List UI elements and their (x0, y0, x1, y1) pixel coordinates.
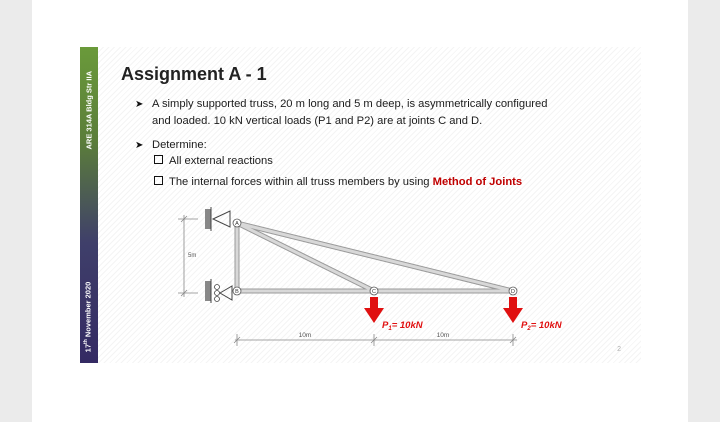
wall-hatch-top (205, 209, 211, 229)
joint-b-label: B (235, 289, 239, 295)
slide-title: Assignment A - 1 (121, 64, 267, 84)
task-2-text: The internal forces within all truss members by using (169, 176, 433, 188)
arrow-bullet-icon: ➤ (135, 140, 144, 151)
truss-members-fill (237, 223, 513, 291)
course-label: ARE 314A Bldg Str IIA (84, 71, 94, 150)
joint-d-label: D (511, 289, 515, 295)
roller-icon (215, 291, 220, 296)
roller-icon (215, 285, 220, 290)
load-label-p1: $P_1= 10kN$ (382, 320, 423, 332)
height-label: 5m (188, 253, 197, 259)
determine-label: Determine: (152, 139, 207, 151)
wall-hatch-bottom (205, 281, 211, 301)
span1-label: 10m (298, 332, 312, 339)
load-arrow-p1-icon (364, 297, 384, 323)
load-label-p2: $P_2= 10kN$ (521, 320, 562, 332)
span2-label: 10m (436, 332, 450, 339)
joint-c-label: C (372, 289, 376, 295)
method-highlight: Method of Joints (432, 176, 523, 188)
page-number: 2 (617, 346, 621, 353)
load-arrow-p2-icon (503, 297, 523, 323)
task-1-text: All external reactions (169, 155, 273, 167)
bullet-line-1: A simply supported truss, 20 m long and 5 m deep, is asymmetrically configured (152, 98, 548, 110)
arrow-bullet-icon: ➤ (135, 99, 144, 110)
roller-icon (215, 297, 220, 302)
pin-support-icon (213, 211, 230, 227)
slide (80, 47, 641, 363)
roller-support-icon (220, 286, 232, 300)
date-label: 17th November 2020 (83, 281, 93, 353)
joint-a-label: A (235, 221, 239, 227)
bullet-line-2: and loaded. 10 kN vertical loads (P1 and P2) are at joints C and D. (152, 115, 483, 127)
truss-diagram (80, 47, 641, 363)
